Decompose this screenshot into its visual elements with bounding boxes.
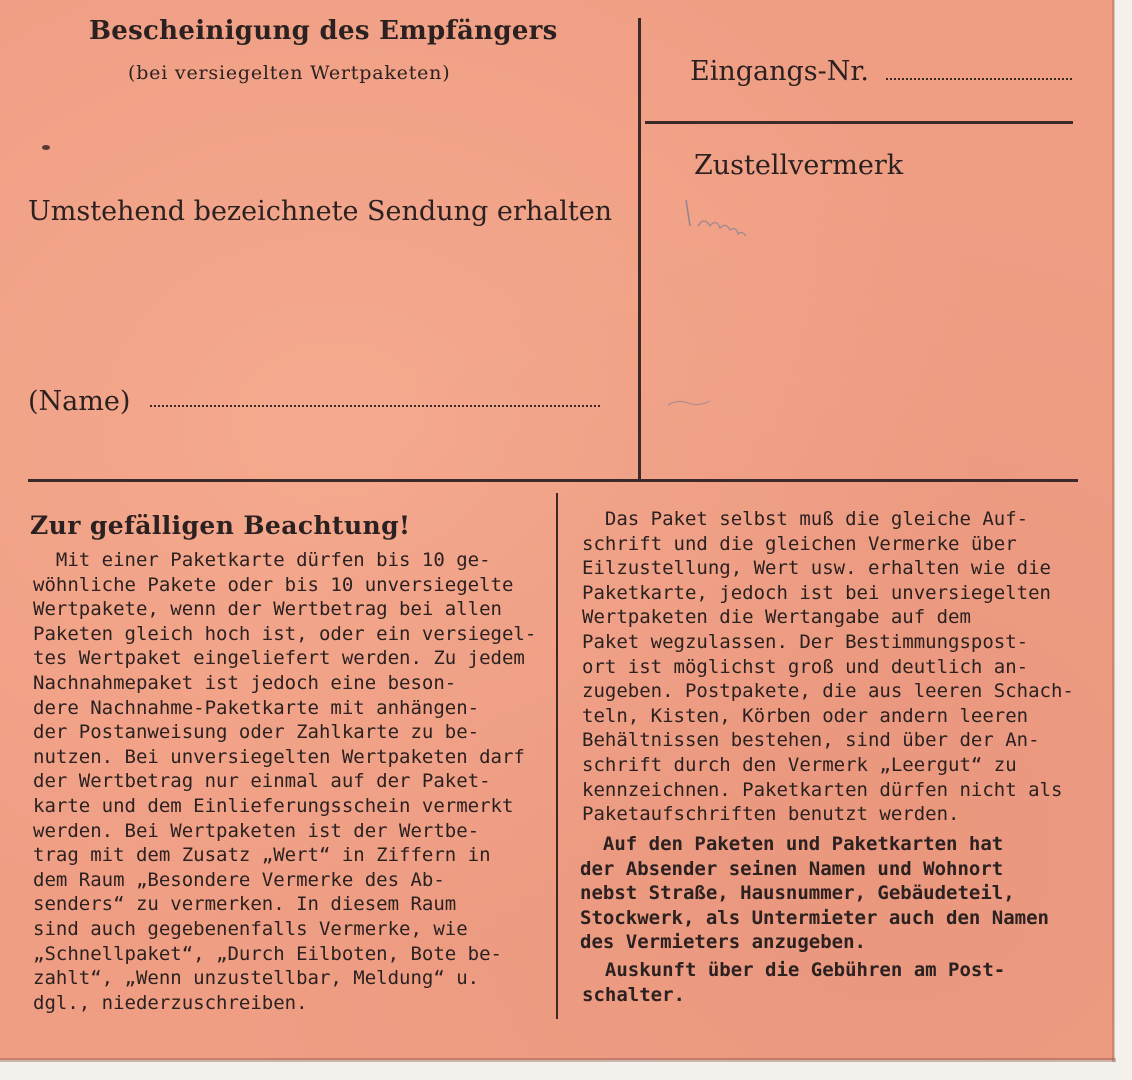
notice-line: Wertpaketen die Wertangabe auf dem (582, 606, 971, 629)
card-edge-bottom (0, 1058, 1116, 1062)
zustell-label: Zustellvermerk (694, 150, 904, 181)
notice-line: Wertpakete, wenn der Wertbetrag bei allen (33, 598, 502, 621)
notice-line: nebst Straße, Hausnummer, Gebäudeteil, (580, 882, 1015, 905)
notice-line: sind auch gegebenenfalls Vermerke, wie (33, 917, 468, 940)
eingang-number-line[interactable] (886, 78, 1072, 80)
notice-line: tes Wertpaket eingeliefert werden. Zu jedem (33, 647, 525, 670)
pencil-scribble (680, 196, 770, 246)
notice-left-paragraph (33, 548, 536, 1015)
notice-line: trag mit dem Zusatz „Wert“ in Ziffern in (33, 844, 491, 867)
notice-line: schalter. (582, 983, 685, 1006)
divider-vertical-bottom (556, 493, 558, 1019)
notice-line: Das Paket selbst muß die gleiche Auf- (582, 508, 1029, 530)
ink-speck (42, 145, 50, 150)
eingang-label: Eingangs-Nr. (690, 56, 869, 87)
notice-line: dgl., niederzuschreiben. (33, 991, 308, 1014)
notice-line: Stockwerk, als Untermieter auch den Namen (580, 906, 1049, 929)
notice-line: Behältnissen bestehen, sind über der An- (582, 729, 1040, 752)
notice-line: Auf den Paketen und Paketkarten hat (580, 833, 1004, 855)
notice-line: Paketkarte, jedoch ist bei unversiegelten (582, 581, 1051, 604)
received-statement: Umstehend bezeichnete Sendung erhalten (28, 196, 613, 227)
notice-line: nutzen. Bei unversiegelten Wertpaketen darf (33, 745, 525, 768)
notice-line: karte und dem Einlieferungsschein vermerkt (33, 794, 514, 817)
notice-line: dem Raum „Besondere Vermerke des Ab- (33, 868, 445, 891)
notice-line: Eilzustellung, Wert usw. erhalten wie die (582, 557, 1051, 580)
notice-line: Paketen gleich hoch ist, oder ein versiegel- (33, 622, 537, 645)
notice-line: teln, Kisten, Körben oder andern leeren (582, 704, 1029, 727)
notice-line: Paket wegzulassen. Der Bestimmungspost- (582, 630, 1029, 653)
notice-line: der Absender seinen Namen und Wohnort (580, 857, 1004, 880)
notice-line: zugeben. Postpakete, die aus leeren Schach- (582, 680, 1074, 703)
notice-line: wöhnliche Pakete oder bis 10 unversiegelte (33, 573, 514, 596)
name-signature-line[interactable] (150, 405, 600, 407)
notice-line: Mit einer Paketkarte dürfen bis 10 ge- (33, 549, 491, 571)
divider-horizontal-right (645, 121, 1073, 124)
notice-line: „Schnellpaket“, „Durch Eilboten, Bote be- (33, 942, 502, 965)
pencil-smudge (664, 395, 714, 411)
receipt-heading: Bescheinigung des Empfängers (89, 16, 558, 46)
notice-line: schrift durch den Vermerk „Leergut“ zu (582, 753, 1017, 776)
notice-line: der Wertbetrag nur einmal auf der Paket- (33, 770, 491, 793)
notice-line: Auskunft über die Gebühren am Post- (582, 959, 1006, 981)
notice-right-paragraph-1 (582, 507, 1074, 827)
divider-horizontal-middle (28, 479, 1078, 482)
notice-line: der Postanweisung oder Zahlkarte zu be- (33, 721, 480, 744)
name-label: (Name) (28, 386, 131, 417)
notice-line: schrift und die gleichen Vermerke über (582, 532, 1017, 555)
card-edge-right (1112, 0, 1115, 1062)
notice-line: des Vermieters anzugeben. (580, 931, 866, 954)
notice-line: ort ist möglichst groß und deutlich an- (582, 655, 1029, 678)
notice-line: dere Nachnahme-Paketkarte mit anhängen- (33, 696, 480, 719)
notice-line: Paketaufschriften benutzt werden. (582, 803, 960, 826)
notice-right-paragraph-2 (580, 832, 1049, 955)
notice-right-paragraph-3 (582, 958, 1005, 1007)
receipt-subheading: (bei versiegelten Wertpaketen) (128, 62, 451, 84)
divider-vertical-top (638, 18, 641, 480)
notice-line: werden. Bei Wertpaketen ist der Wertbe- (33, 819, 480, 842)
notice-line: kennzeichnen. Paketkarten dürfen nicht als (582, 778, 1063, 801)
notice-line: zahlt“, „Wenn unzustellbar, Meldung“ u. (33, 967, 480, 990)
notice-heading: Zur gefälligen Beachtung! (30, 511, 411, 540)
notice-line: senders“ zu vermerken. In diesem Raum (33, 893, 457, 916)
notice-line: Nachnahmepaket ist jedoch eine beson- (33, 671, 457, 694)
